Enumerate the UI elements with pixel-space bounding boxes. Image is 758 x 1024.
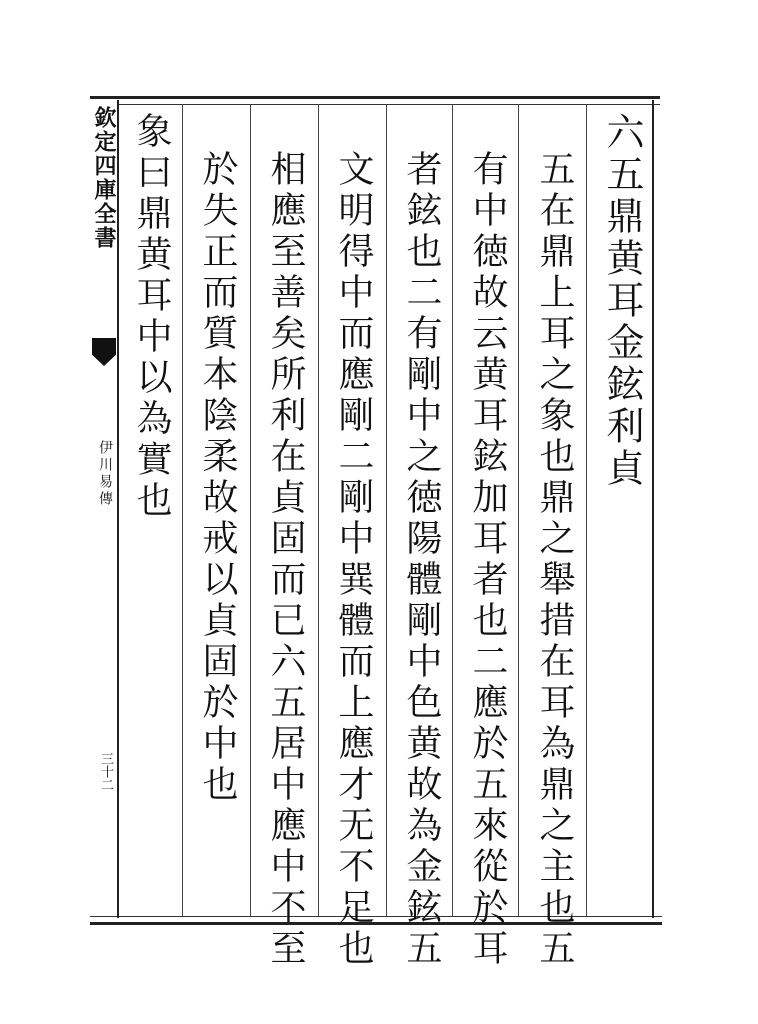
collection-title: 欽定四庫全書	[91, 106, 117, 250]
text-column-3: 有中徳故云黄耳鉉加耳者也二應於五來從於耳	[467, 150, 508, 970]
top-border	[90, 96, 660, 99]
text-column-4: 者鉉也二有剛中之徳陽體剛中色黄故為金鉉五	[401, 150, 442, 970]
text-column-5: 文明得中而應剛二剛中巽體而上應才无不足也	[333, 150, 374, 970]
page-number: 三十二	[98, 752, 113, 791]
column-divider	[586, 104, 587, 916]
text-column-2: 五在鼎上耳之象也鼎之舉措在耳為鼎之主也五	[534, 150, 575, 970]
column-divider	[452, 104, 453, 916]
column-divider	[518, 104, 519, 916]
book-title: 伊川易傳	[97, 440, 113, 508]
text-column-8: 象曰鼎黄耳中以為實也	[131, 112, 172, 522]
text-column-7: 於失正而質本陰柔故戒以貞固於中也	[197, 150, 238, 806]
top-inner-border	[118, 104, 660, 105]
right-border	[652, 100, 654, 918]
column-divider	[318, 104, 319, 916]
text-column-6: 相應至善矣所利在貞固而已六五居中應中不至	[265, 150, 306, 970]
text-column-1: 六五鼎黄耳金鉉利貞	[600, 112, 644, 490]
margin-divider	[117, 100, 119, 918]
column-divider	[386, 104, 387, 916]
column-divider	[182, 104, 183, 916]
column-divider	[250, 104, 251, 916]
